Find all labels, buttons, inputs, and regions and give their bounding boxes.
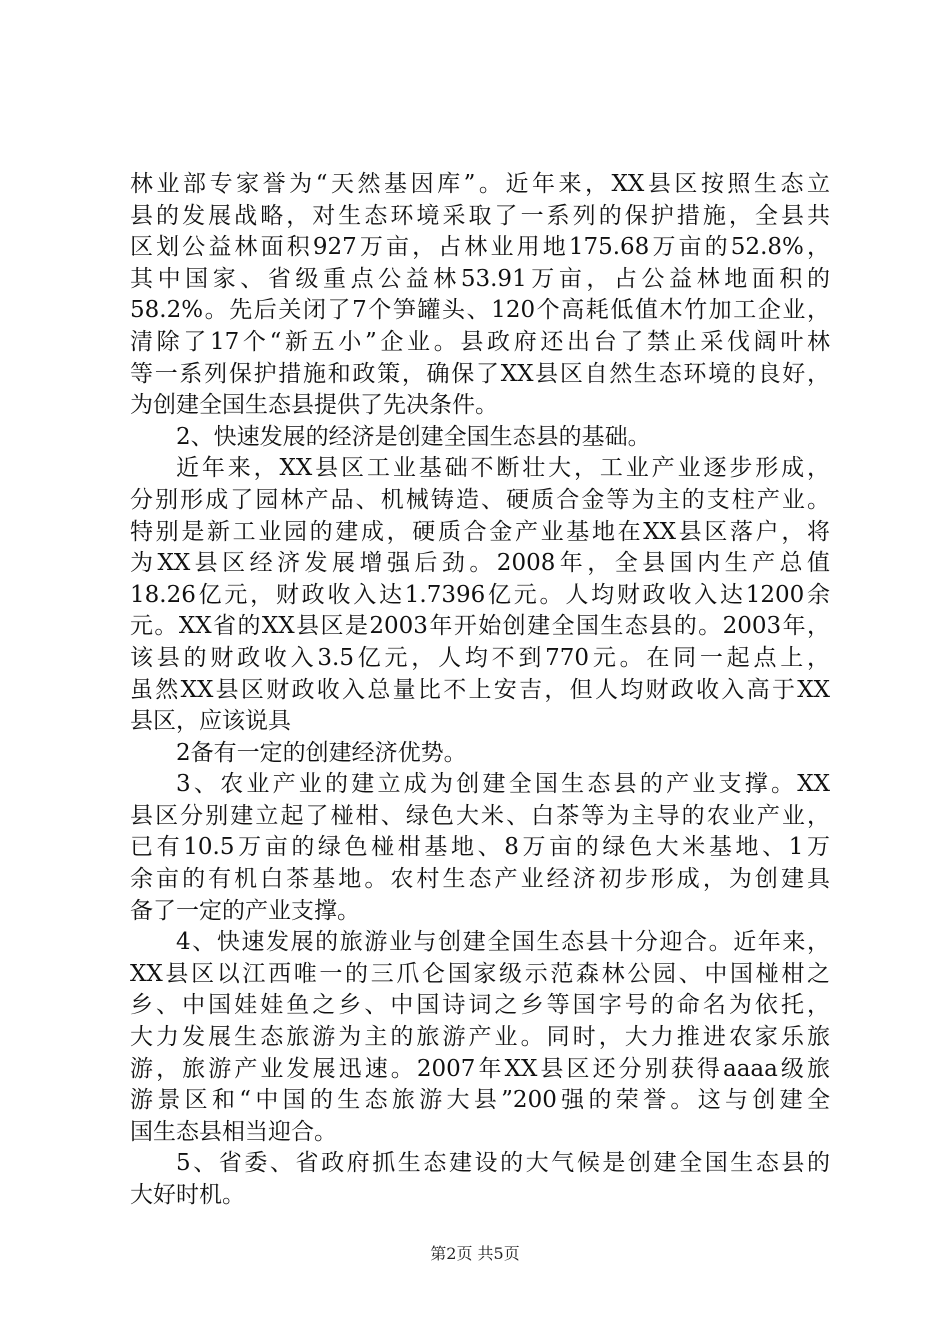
page-number-footer: 第2页 共5页 bbox=[430, 1244, 520, 1263]
section-heading: 5、省委、省政府抓生态建设的大气候是创建全国生态县的 bbox=[176, 1150, 830, 1177]
text-line: 县区，应该说具 bbox=[130, 708, 291, 735]
document-body bbox=[130, 169, 830, 1212]
text-line: 虽然XX县区财政收入总量比不上安吉，但人均财政收入高于XX bbox=[130, 676, 830, 703]
text-line: 国生态县相当迎合。 bbox=[130, 1118, 337, 1145]
text-line: 林业部专家誉为“天然基因库”。近年来，XX县区按照生态立 bbox=[130, 171, 830, 197]
text-line: 2备有一定的创建经济优势。 bbox=[176, 739, 467, 766]
text-line: 余亩的有机白茶基地。农村生态产业经济初步形成，为创建具 bbox=[130, 866, 830, 893]
section-heading: 4、快速发展的旅游业与创建全国生态县十分迎合。近年来， bbox=[176, 929, 830, 956]
text-line: 备了一定的产业支撑。 bbox=[130, 897, 360, 924]
text-line: 清除了17个“新五小”企业。县政府还出台了禁止采伐阔叶林 bbox=[130, 328, 830, 355]
text-line: 游，旅游产业发展迅速。2007年XX县区还分别获得aaaa级旅 bbox=[130, 1055, 830, 1082]
text-line: 18.26亿元，财政收入达1.7396亿元。人均财政收入达1200余 bbox=[130, 581, 830, 608]
text-line: 县区分别建立起了椪柑、绿色大米、白茶等为主导的农业产业， bbox=[130, 802, 830, 829]
text-line: 58.2%。先后关闭了7个笋罐头、120个高耗低值木竹加工企业， bbox=[130, 297, 830, 324]
text-line: 县的发展战略，对生态环境采取了一系列的保护措施，全县共 bbox=[130, 202, 830, 229]
text-line: 大好时机。 bbox=[130, 1182, 245, 1208]
text-line: 大力发展生态旅游为主的旅游产业。同时，大力推进农家乐旅 bbox=[130, 1024, 830, 1051]
text-line: 等一系列保护措施和政策，确保了XX县区自然生态环境的良好， bbox=[130, 360, 830, 387]
text-line: 乡、中国娃娃鱼之乡、中国诗词之乡等国字号的命名为依托， bbox=[130, 992, 830, 1019]
text-line: 特别是新工业园的建成，硬质合金产业基地在XX县区落户，将 bbox=[130, 518, 830, 545]
section-heading: 2、快速发展的经济是创建全国生态县的基础。 bbox=[176, 423, 651, 450]
text-line: 近年来，XX县区工业基础不断壮大，工业产业逐步形成， bbox=[176, 455, 830, 482]
text-line: 分别形成了园林产品、机械铸造、硬质合金等为主的支柱产业。 bbox=[130, 486, 830, 513]
text-line: XX县区以江西唯一的三爪仑国家级示范森林公园、中国椪柑之 bbox=[130, 960, 830, 987]
text-line: 已有10.5万亩的绿色椪柑基地、8万亩的绿色大米基地、1万 bbox=[130, 834, 830, 861]
section-heading: 3、农业产业的建立成为创建全国生态县的产业支撑。XX bbox=[176, 771, 830, 798]
text-line: 元。XX省的XX县区是2003年开始创建全国生态县的。2003年， bbox=[130, 613, 830, 640]
text-line: 区划公益林面积927万亩，占林业用地175.68万亩的52.8%， bbox=[130, 234, 830, 261]
text-line: 为创建全国生态县提供了先决条件。 bbox=[130, 392, 498, 419]
text-line: 其中国家、省级重点公益林53.91万亩，占公益林地面积的 bbox=[130, 265, 830, 292]
text-line: 该县的财政收入3.5亿元，人均不到770元。在同一起点上， bbox=[130, 644, 830, 671]
text-line: 为XX县区经济发展增强后劲。2008年，全县国内生产总值 bbox=[130, 550, 830, 577]
text-line: 游景区和“中国的生态旅游大县”200强的荣誉。这与创建全 bbox=[130, 1087, 830, 1114]
